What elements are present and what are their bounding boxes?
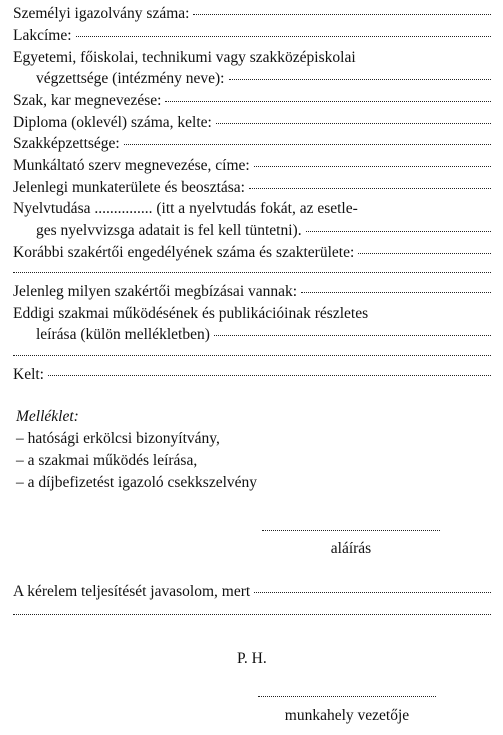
fill-line (254, 592, 491, 593)
fill-line (13, 272, 491, 273)
signature-caption: aláírás (330, 540, 372, 557)
attachment-title: Melléklet: (16, 408, 79, 425)
field-education (36, 70, 491, 88)
field-label: Jelenleg milyen szakértői megbízásai vannak: (13, 283, 298, 300)
field-previous-license (13, 244, 491, 262)
field-label: Szak, kar megnevezése: (13, 92, 162, 109)
attachment-item: – a díjbefizetést igazoló csekkszelvény (16, 474, 258, 491)
field-label: Korábbi szakértői engedélyének száma és szakterülete: (13, 244, 355, 261)
field-label: Jelenlegi munkaterülete és beosztása: (13, 179, 245, 196)
field-label: leírása (külön mellékletben) (36, 326, 210, 343)
field-publications (36, 326, 491, 344)
stamp-place: P. H. (237, 650, 267, 667)
field-current-assignments (13, 283, 491, 301)
recommendation (13, 583, 491, 601)
fill-line (124, 144, 491, 145)
field-education-line1: Egyetemi, főiskolai, technikumi vagy szakközépiskolai (13, 49, 356, 66)
field-date (13, 366, 491, 384)
fill-line (254, 166, 491, 167)
field-employer (13, 157, 491, 175)
fill-line (301, 292, 491, 293)
fill-line (216, 123, 491, 124)
fill-line (358, 253, 491, 254)
field-major (13, 92, 491, 110)
fill-line (229, 79, 492, 80)
field-address (13, 27, 491, 45)
field-label: Munkáltató szerv megnevezése, címe: (13, 157, 250, 174)
attachment-item: – a szakmai működés leírása, (16, 452, 198, 469)
field-label: Diploma (oklevél) száma, kelte: (13, 114, 212, 131)
fill-line (13, 614, 491, 615)
fill-line (165, 101, 491, 102)
field-languages (36, 222, 491, 240)
fill-line (193, 14, 491, 15)
signature-line (258, 696, 436, 697)
attachment-item: – hatósági erkölcsi bizonyítvány, (16, 430, 220, 447)
fill-line (48, 375, 491, 376)
field-label: ges nyelvvizsga adatait is fel kell tüntetni). (36, 222, 302, 239)
field-label: Kelt: (13, 366, 44, 383)
field-languages-line1: Nyelvtudása ............... (itt a nyelvtudás fokát, az esetle- (13, 200, 358, 217)
fill-line (306, 231, 491, 232)
field-label: Lakcíme: (13, 27, 72, 44)
field-diploma (13, 114, 491, 132)
field-qualification (13, 135, 491, 153)
fill-line (76, 36, 491, 37)
field-publications-line1: Eddigi szakmai működésének és publikációinak részletes (13, 305, 369, 322)
signature-line (262, 530, 440, 531)
field-id-number (13, 5, 491, 23)
field-label: végzettsége (intézmény neve): (36, 70, 225, 87)
fill-line (13, 355, 491, 356)
field-label: Szakképzettsége: (13, 135, 120, 152)
signature-caption: munkahely vezetője (284, 707, 410, 724)
field-label: Személyi igazolvány száma: (13, 5, 190, 22)
fill-line (214, 335, 491, 336)
fill-line (249, 188, 491, 189)
recommendation-label: A kérelem teljesítését javasolom, mert (13, 583, 251, 600)
field-current-position (13, 179, 491, 197)
